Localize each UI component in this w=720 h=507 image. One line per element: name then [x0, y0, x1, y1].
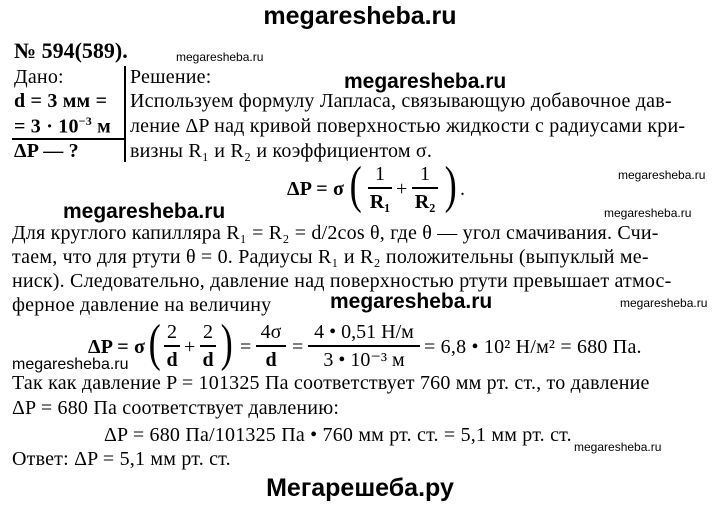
site-header: megaresheba.ru [263, 2, 457, 30]
watermark-medium: megaresheba.ru [12, 356, 129, 373]
formula2-equals-1: = [240, 336, 252, 358]
formula1-plus: + [396, 178, 408, 200]
watermark-small: megaresheba.ru [618, 168, 706, 182]
solution-line-1: Используем формулу Лапласа, связывающую добавочное дав- [130, 90, 672, 112]
formula1-open-paren: ( [349, 157, 362, 214]
formula2-result: = 6,8 • 10² Н/м² = 680 Па. [424, 336, 642, 358]
formula3: ΔP = 680 Па/101325 Па • 760 мм рт. ст. = 5,1 мм рт. ст. [104, 424, 572, 446]
solution-title: Решение: [130, 66, 212, 88]
formula1-fraction-1 [368, 163, 392, 213]
watermark-large: megaresheba.ru [330, 290, 493, 313]
watermark-small: megaresheba.ru [574, 440, 662, 454]
fraction-numerator: 2 [167, 321, 177, 343]
fraction-denominator: R₂ [414, 191, 436, 213]
fraction-denominator: d [202, 349, 214, 371]
fraction-bar [308, 345, 420, 347]
site-footer: Мегарешеба.ру [266, 474, 454, 502]
paragraph2-line-2: таем, что для ртути θ = 0. Радиусы R₁ и R₂ положительны (выпуклый ме- [12, 246, 649, 268]
formula2-fraction-2 [200, 321, 216, 371]
solution-line-2: ление ΔP над кривой поверхностью жидкости с радиусами кри- [130, 115, 686, 137]
formula2-equals-2: = [292, 336, 304, 358]
fraction-numerator: 1 [420, 163, 430, 185]
formula2-fraction-4 [308, 321, 420, 371]
paragraph3-line-1: Так как давление P = 101325 Па соответствует 760 мм рт. ст., то давление [12, 372, 650, 394]
fraction-bar [368, 187, 392, 189]
fraction-denominator: R₁ [369, 191, 391, 213]
fraction-denominator: d [265, 349, 277, 371]
fraction-bar [412, 187, 438, 189]
given-d-exponent: −3 [78, 114, 92, 128]
paragraph2-line-4: ферное давление на величину [12, 294, 272, 316]
paragraph2-line-1: Для круглого капилляра R₁ = R₂ = d/2cos θ, где θ — угол смачивания. Счи- [12, 222, 659, 244]
fraction-numerator: 2 [203, 321, 213, 343]
watermark-small: megaresheba.ru [176, 50, 264, 64]
given-d-unit: м [91, 115, 111, 138]
fraction-bar [200, 345, 216, 347]
formula2-open-paren: ( [148, 315, 161, 372]
fraction-denominator: 3 • 10⁻³ м [323, 349, 405, 371]
formula2-fraction-3 [256, 321, 286, 371]
formula2-close-paren: ) [220, 315, 233, 372]
fraction-numerator: 4σ [260, 321, 282, 343]
fraction-bar [256, 345, 286, 347]
fraction-numerator: 4 • 0,51 Н/м [314, 321, 414, 343]
watermark-small: megaresheba.ru [620, 296, 708, 310]
given-separator [124, 66, 126, 162]
answer: Ответ: ΔP = 5,1 мм рт. ст. [12, 448, 231, 470]
formula2-plus: + [184, 336, 196, 358]
watermark-large: megaresheba.ru [63, 200, 226, 223]
formula1-fraction-2 [412, 163, 438, 213]
formula1-lhs: ΔP = σ [287, 178, 345, 200]
watermark-small: megaresheba.ru [604, 206, 692, 220]
given-d-line1: d = 3 мм = [14, 90, 108, 112]
fraction-bar [164, 345, 180, 347]
formula2-fraction-1 [164, 321, 180, 371]
given-d-line2 [14, 114, 111, 139]
formula1-end: . [460, 178, 466, 200]
watermark-large: megaresheba.ru [344, 70, 507, 93]
problem-number: № 594(589). [14, 38, 128, 63]
solution-line-3: визны R₁ и R₂ и коэффициентом σ. [130, 140, 433, 162]
formula2-lhs: ΔP = σ [88, 336, 146, 358]
given-d-value: = 3 · 10 [14, 115, 79, 138]
paragraph3-line-2: ΔP = 680 Па соответствует давлению: [12, 397, 340, 419]
fraction-numerator: 1 [375, 163, 385, 185]
paragraph2-line-3: ниск). Следовательно, давление над поверхностью ртути превышает атмос- [12, 270, 672, 292]
find-quantity: ΔP — ? [14, 140, 79, 162]
fraction-denominator: d [166, 349, 178, 371]
formula1-close-paren: ) [444, 157, 457, 214]
given-label: Дано: [14, 66, 64, 88]
